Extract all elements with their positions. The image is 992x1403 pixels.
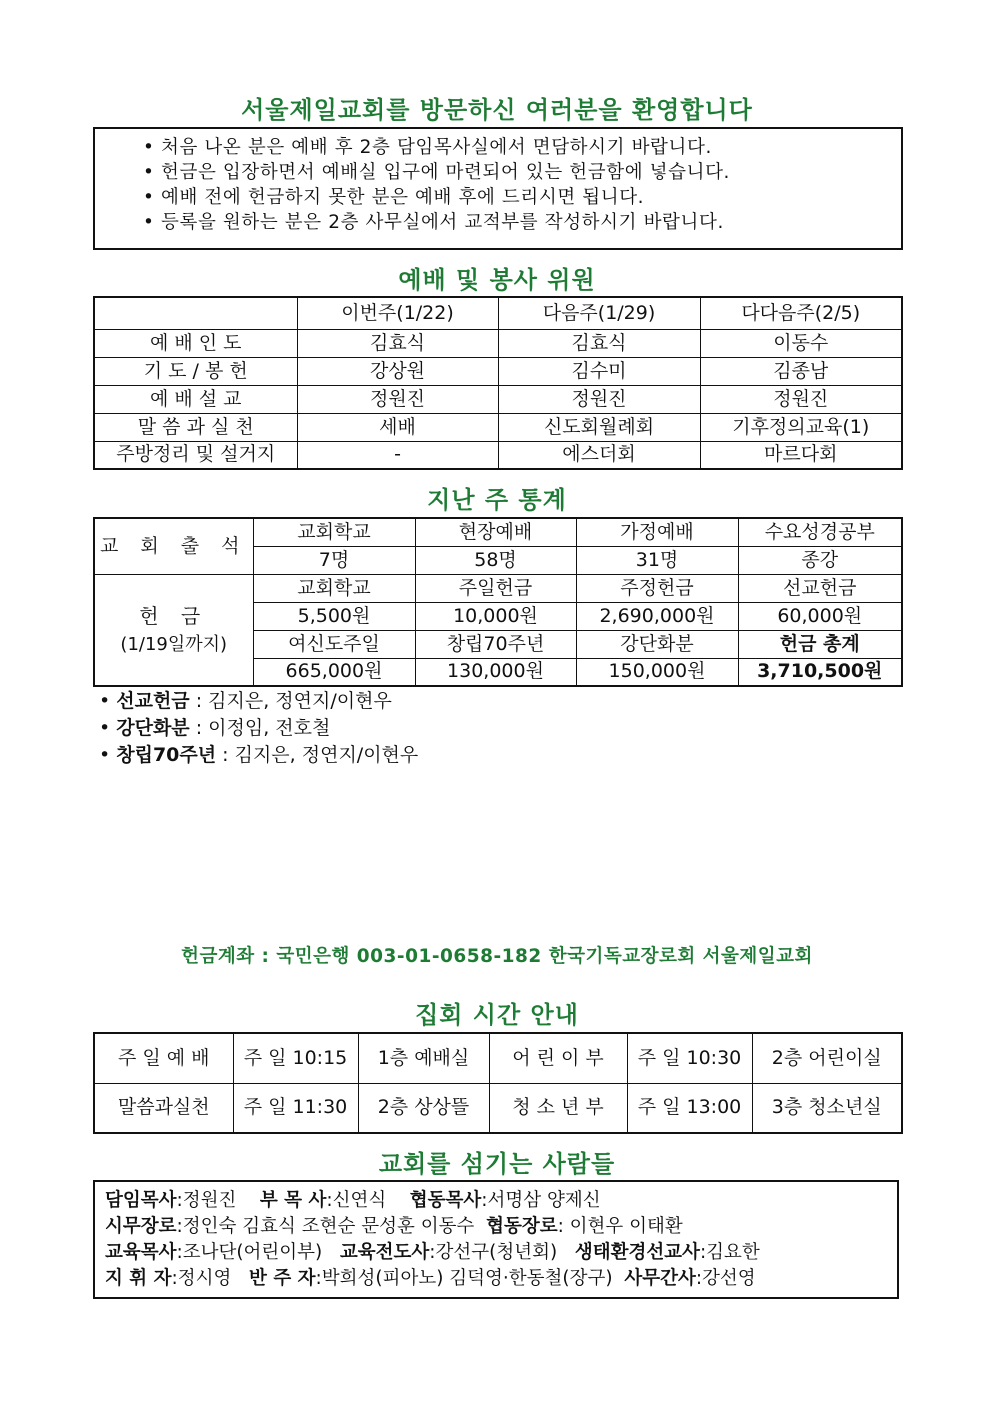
duty-cell: 김효식 [498, 329, 700, 357]
meeting-cell: 1층 예배실 [358, 1033, 489, 1083]
duty-role-cell: 예 배 인 도 [94, 329, 297, 357]
meeting-cell: 주 일 11:30 [233, 1083, 358, 1133]
stats-value-cell: 665,000원 [253, 658, 415, 686]
duty-cell: 기후정의교육(1) [700, 413, 902, 441]
duty-cell: - [297, 441, 498, 469]
duty-table [93, 296, 903, 470]
staff-names: :박희성(피아노) 김덕영·한동철(장구) [315, 1268, 613, 1289]
welcome-item: • 헌금은 입장하면서 예배실 입구에 마련되어 있는 헌금함에 넣습니다. [143, 160, 901, 185]
duty-cell: 강상원 [297, 357, 498, 385]
duty-cell: 이동수 [700, 329, 902, 357]
note-item: • 강단화분 : 이정임, 전호철 [99, 717, 331, 739]
note-label: 선교헌금 [116, 690, 190, 712]
table-row [94, 441, 902, 469]
duty-header-cell: 이번주(1/22) [297, 297, 498, 329]
note-label: 창립70주년 [116, 744, 217, 766]
staff-box [93, 1180, 899, 1299]
duty-cell: 에스더회 [498, 441, 700, 469]
staff-role: 교육목사 [105, 1242, 177, 1263]
stats-header-cell: 현장예배 [415, 518, 576, 546]
meeting-cell: 말씀과실천 [94, 1083, 233, 1133]
stats-header-cell: 교회학교 [253, 518, 415, 546]
table-row [94, 297, 902, 329]
duty-cell: 세배 [297, 413, 498, 441]
stats-header-cell: 선교헌금 [738, 574, 902, 602]
duty-cell: 김효식 [297, 329, 498, 357]
meeting-cell: 2층 어린이실 [752, 1033, 902, 1083]
stats-value-cell: 2,690,000원 [576, 602, 738, 630]
staff-names: :강선영 [695, 1268, 756, 1289]
duty-role-cell: 말 씀 과 실 천 [94, 413, 297, 441]
staff-names: :정원진 [176, 1190, 237, 1211]
table-row [94, 329, 902, 357]
stats-header-cell: 강단화분 [576, 630, 738, 658]
welcome-item: • 등록을 원하는 분은 2층 사무실에서 교적부를 작성하시기 바랍니다. [143, 210, 901, 235]
stats-value-cell: 7명 [253, 546, 415, 574]
staff-names: :정인숙 김효식 조현순 문성훈 이동수 [176, 1216, 475, 1237]
note-text: : 이정임, 전호철 [189, 717, 331, 739]
duty-cell: 김종남 [700, 357, 902, 385]
duty-role-cell: 기 도 / 봉 헌 [94, 357, 297, 385]
welcome-title: 서울제일교회를 방문하신 여러분을 환영합니다 [241, 96, 753, 124]
stats-header-cell: 주정헌금 [576, 574, 738, 602]
stats-value-cell: 58명 [415, 546, 576, 574]
duty-cell: 정원진 [700, 385, 902, 413]
duty-role-cell: 예 배 설 교 [94, 385, 297, 413]
attendance-label: 교 회 출 석 [94, 518, 253, 574]
staff-role: 시무장로 [105, 1216, 177, 1237]
welcome-box [93, 127, 903, 250]
offering-sublabel: (1/19일까지) [120, 633, 228, 655]
meeting-cell: 청 소 년 부 [489, 1083, 627, 1133]
table-row [94, 1033, 902, 1083]
table-row [94, 413, 902, 441]
meeting-cell: 3층 청소년실 [752, 1083, 902, 1133]
table-row [94, 574, 902, 602]
stats-title: 지난 주 통계 [427, 486, 567, 514]
duty-header-cell [94, 297, 297, 329]
offering-total-value: 3,710,500원 [738, 658, 902, 686]
staff-names: : 이현우 이태환 [557, 1216, 683, 1237]
staff-role: 부 목 사 [259, 1190, 327, 1211]
meeting-cell: 주 일 13:00 [627, 1083, 752, 1133]
staff-names: :신연식 [326, 1190, 387, 1211]
stats-header-cell: 가정예배 [576, 518, 738, 546]
staff-role: 담임목사 [105, 1190, 177, 1211]
stats-header-cell: 창립70주년 [415, 630, 576, 658]
offering-label-cell [94, 574, 253, 686]
staff-role: 사무간사 [624, 1268, 696, 1289]
staff-role: 교육전도사 [339, 1242, 430, 1263]
stats-value-cell: 10,000원 [415, 602, 576, 630]
duty-cell: 정원진 [498, 385, 700, 413]
duty-cell: 마르다회 [700, 441, 902, 469]
meetings-title: 집회 시간 안내 [415, 1001, 579, 1029]
meeting-cell: 주 일 10:30 [627, 1033, 752, 1083]
offering-total-label: 헌금 총계 [738, 630, 902, 658]
stats-header-cell: 주일헌금 [415, 574, 576, 602]
meeting-cell: 어 린 이 부 [489, 1033, 627, 1083]
staff-line [95, 1188, 897, 1214]
duty-role-cell: 주방정리 및 설거지 [94, 441, 297, 469]
duty-cell: 김수미 [498, 357, 700, 385]
stats-value-cell: 150,000원 [576, 658, 738, 686]
welcome-item: • 예배 전에 헌금하지 못한 분은 예배 후에 드리시면 됩니다. [143, 185, 901, 210]
note-label: 강단화분 [116, 717, 190, 739]
stats-value-cell: 5,500원 [253, 602, 415, 630]
stats-header-cell: 교회학교 [253, 574, 415, 602]
duty-header-cell: 다음주(1/29) [498, 297, 700, 329]
staff-line [95, 1266, 897, 1292]
table-row [94, 518, 902, 546]
staff-role: 협동장로 [486, 1216, 558, 1237]
duty-cell: 정원진 [297, 385, 498, 413]
staff-title: 교회를 섬기는 사람들 [378, 1150, 616, 1178]
staff-line [95, 1240, 897, 1266]
meeting-cell: 주 일 10:15 [233, 1033, 358, 1083]
duty-cell: 신도회월례회 [498, 413, 700, 441]
note-item: • 창립70주년 : 김지은, 정연지/이현우 [99, 744, 419, 766]
staff-role: 협동목사 [409, 1190, 482, 1211]
staff-names: :조나단(어린이부) [176, 1242, 323, 1263]
table-row [94, 1083, 902, 1133]
staff-names: :강선구(청년회) [429, 1242, 558, 1263]
staff-names: :서명삼 양제신 [481, 1190, 601, 1211]
welcome-item: • 처음 나온 분은 예배 후 2층 담임목사실에서 면담하시기 바랍니다. [143, 135, 901, 160]
offering-account: 헌금계좌 : 국민은행 003-01-0658-182 한국기독교장로회 서울제일교회 [181, 946, 813, 967]
welcome-list [95, 129, 901, 235]
offering-label: 헌 금 [139, 603, 209, 628]
stats-table [93, 517, 903, 687]
stats-header-cell: 여신도주일 [253, 630, 415, 658]
stats-value-cell: 130,000원 [415, 658, 576, 686]
staff-role: 생태환경선교사 [574, 1242, 700, 1263]
table-row [94, 357, 902, 385]
staff-names: :김요한 [699, 1242, 760, 1263]
stats-header-cell: 수요성경공부 [738, 518, 902, 546]
note-text: : 김지은, 정연지/이현우 [189, 690, 392, 712]
table-row [94, 385, 902, 413]
note-item: • 선교헌금 : 김지은, 정연지/이현우 [99, 690, 392, 712]
meetings-table [93, 1032, 903, 1134]
stats-value-cell: 31명 [576, 546, 738, 574]
offering-notes [99, 688, 418, 769]
stats-value-cell: 60,000원 [738, 602, 902, 630]
meeting-cell: 주 일 예 배 [94, 1033, 233, 1083]
staff-names: :정시영 [171, 1268, 232, 1289]
staff-line [95, 1214, 897, 1240]
duty-title: 예배 및 봉사 위원 [398, 266, 596, 294]
duty-header-cell: 다다음주(2/5) [700, 297, 902, 329]
staff-role: 반 주 자 [249, 1268, 316, 1289]
note-text: : 김지은, 정연지/이현우 [216, 744, 419, 766]
staff-role: 지 휘 자 [105, 1268, 172, 1289]
stats-value-cell: 종강 [738, 546, 902, 574]
meeting-cell: 2층 상상뜰 [358, 1083, 489, 1133]
